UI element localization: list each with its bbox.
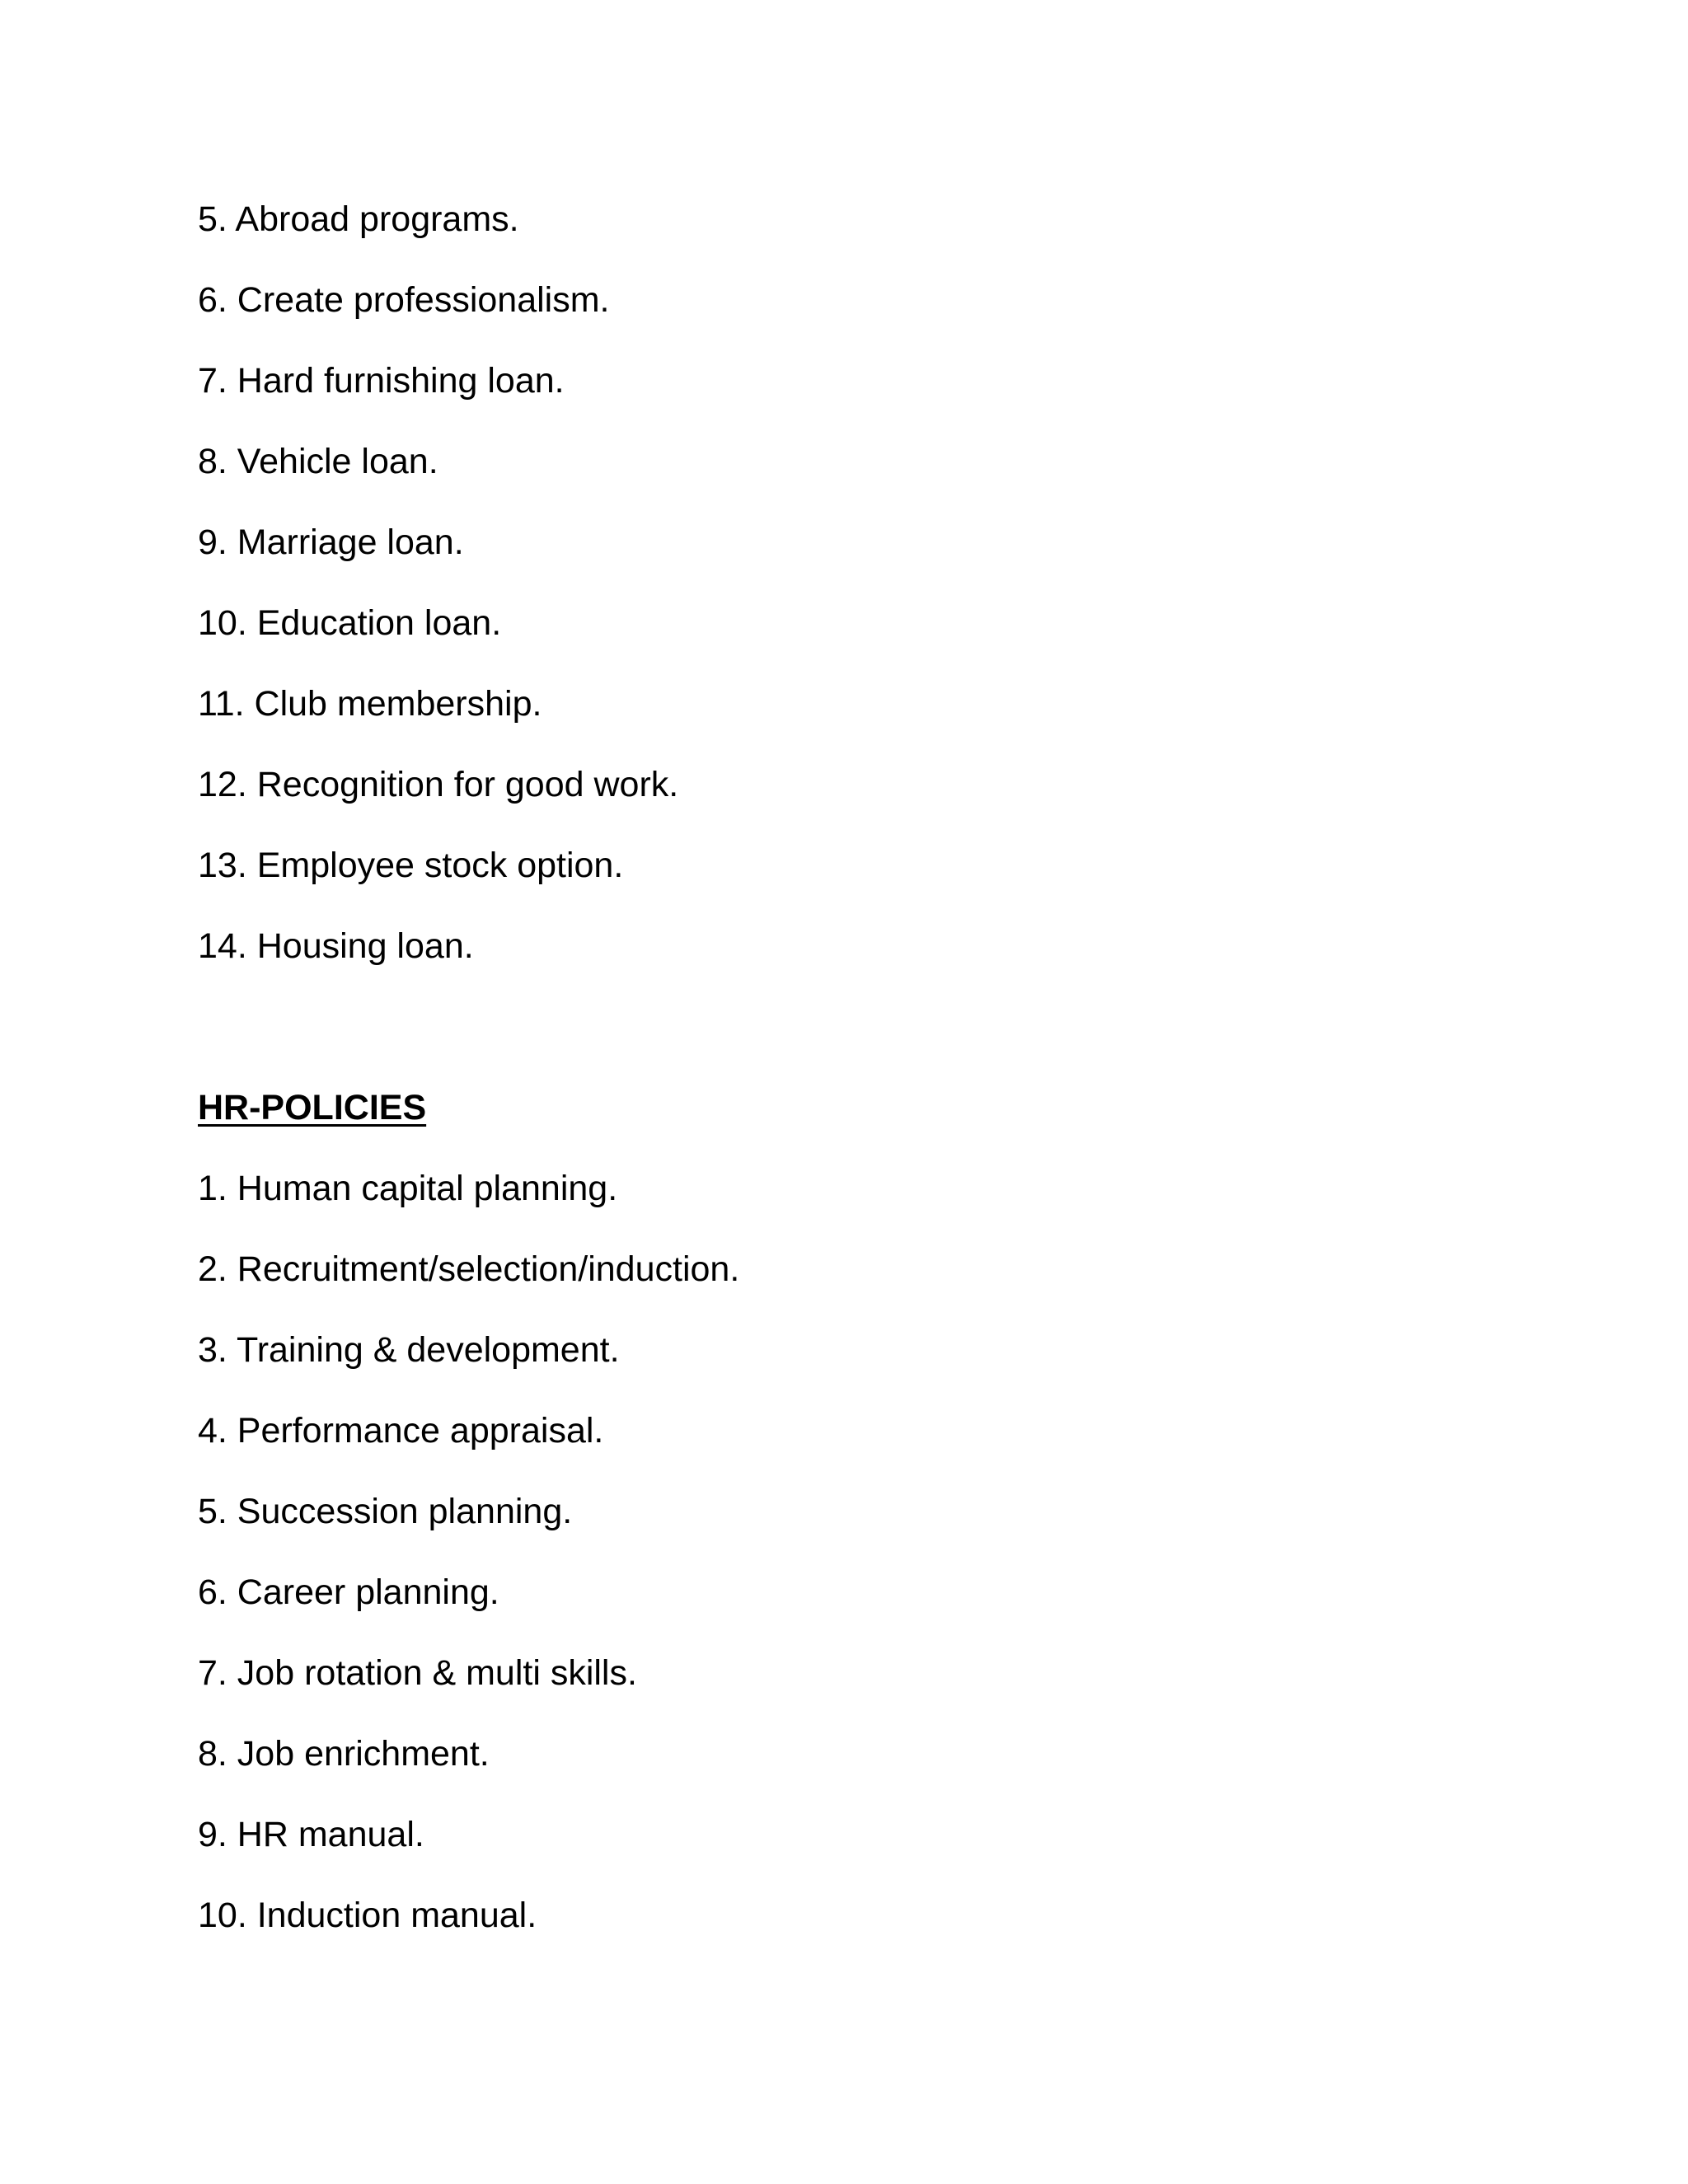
list-item: 12. Recognition for good work. — [198, 765, 679, 804]
list-item: 8. Job enrichment. — [198, 1734, 490, 1774]
list-item: 3. Training & development. — [198, 1330, 620, 1370]
benefits-list — [198, 198, 1484, 968]
list-item: 6. Career planning. — [198, 1572, 499, 1612]
hr-policies-section — [198, 1086, 1484, 1937]
list-item: 13. Employee stock option. — [198, 846, 624, 885]
document-content — [198, 198, 1484, 1975]
list-item: 9. Marriage loan. — [198, 523, 464, 562]
list-item: 1. Human capital planning. — [198, 1169, 618, 1208]
list-item: 7. Hard furnishing loan. — [198, 361, 565, 401]
list-item: 8. Vehicle loan. — [198, 442, 438, 481]
list-item: 7. Job rotation & multi skills. — [198, 1653, 637, 1693]
section-spacer — [198, 1005, 1484, 1086]
list-item: 9. HR manual. — [198, 1815, 424, 1854]
list-item: 10. Education loan. — [198, 603, 502, 643]
list-item: 2. Recruitment/selection/induction. — [198, 1249, 740, 1289]
list-item: 4. Performance appraisal. — [198, 1411, 604, 1451]
list-item: 6. Create professionalism. — [198, 280, 610, 320]
list-item: 5. Succession planning. — [198, 1492, 573, 1531]
list-item: 5. Abroad programs. — [198, 199, 519, 239]
list-item: 14. Housing loan. — [198, 926, 474, 966]
section-heading: HR-POLICIES — [198, 1088, 427, 1127]
list-item: 10. Induction manual. — [198, 1896, 537, 1935]
list-item: 11. Club membership. — [198, 684, 542, 724]
